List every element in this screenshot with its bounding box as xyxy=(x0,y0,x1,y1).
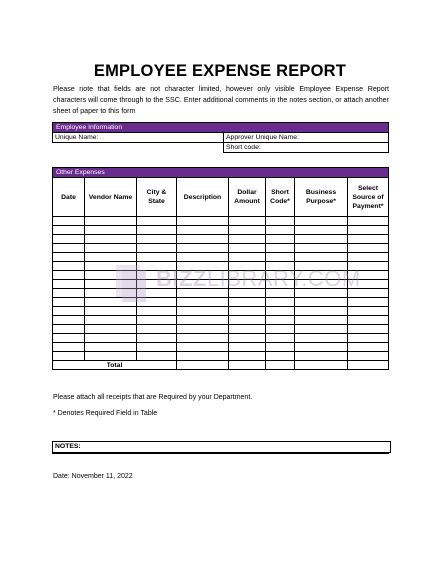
expense-cell[interactable] xyxy=(295,235,348,244)
expense-cell[interactable] xyxy=(177,316,229,325)
table-row xyxy=(53,244,389,253)
expense-cell[interactable] xyxy=(177,352,229,361)
expense-cell[interactable] xyxy=(53,289,85,298)
total-cell xyxy=(348,361,389,370)
expense-cell[interactable] xyxy=(137,334,177,343)
expense-cell[interactable] xyxy=(137,343,177,352)
expense-cell[interactable] xyxy=(295,226,348,235)
expense-cell[interactable] xyxy=(229,316,266,325)
expense-cell[interactable] xyxy=(229,352,266,361)
expense-cell[interactable] xyxy=(53,235,85,244)
table-row xyxy=(53,217,389,226)
total-amount-field[interactable] xyxy=(229,361,266,370)
expense-cell[interactable] xyxy=(266,217,295,226)
expense-cell[interactable] xyxy=(85,325,137,334)
expense-cell[interactable] xyxy=(53,352,85,361)
expense-cell[interactable] xyxy=(295,253,348,262)
table-row xyxy=(53,226,389,235)
expense-cell[interactable] xyxy=(229,217,266,226)
expense-cell[interactable] xyxy=(137,352,177,361)
expense-cell[interactable] xyxy=(266,244,295,253)
table-row xyxy=(53,316,389,325)
expense-cell[interactable] xyxy=(229,235,266,244)
expense-cell[interactable] xyxy=(266,343,295,352)
expense-cell[interactable] xyxy=(229,325,266,334)
expense-cell[interactable] xyxy=(348,343,389,352)
col-vendor-name: Vendor Name xyxy=(85,178,137,217)
expense-cell[interactable] xyxy=(137,217,177,226)
expense-cell[interactable] xyxy=(295,316,348,325)
expense-cell[interactable] xyxy=(295,244,348,253)
expense-cell[interactable] xyxy=(85,244,137,253)
expense-cell[interactable] xyxy=(85,352,137,361)
expense-cell[interactable] xyxy=(137,235,177,244)
expense-cell[interactable] xyxy=(53,280,85,289)
col-short-code: Short Code* xyxy=(266,178,295,217)
other-expenses-header: Other Expenses xyxy=(53,168,389,178)
expense-cell[interactable] xyxy=(177,217,229,226)
col-date: Date xyxy=(53,178,85,217)
expense-cell[interactable] xyxy=(85,226,137,235)
total-label: Total xyxy=(53,361,177,370)
page-title: EMPLOYEE EXPENSE REPORT xyxy=(93,62,347,80)
expense-cell[interactable] xyxy=(295,352,348,361)
table-row xyxy=(53,253,389,262)
expense-cell[interactable] xyxy=(229,226,266,235)
expense-cell[interactable] xyxy=(53,271,85,280)
employee-info-header: Employee Information xyxy=(53,123,389,133)
expense-cell[interactable] xyxy=(137,226,177,235)
notes-field[interactable]: NOTES: xyxy=(52,441,391,453)
expense-cell[interactable] xyxy=(53,262,85,271)
total-cell xyxy=(266,361,295,370)
expense-cell[interactable] xyxy=(53,316,85,325)
watermark-text: BIZZLIBRARY.COM xyxy=(156,266,361,291)
expense-cell[interactable] xyxy=(229,334,266,343)
expense-cell[interactable] xyxy=(177,343,229,352)
expense-cell[interactable] xyxy=(177,253,229,262)
attach-receipts-note: Please attach all receipts that are Required by your Department. xyxy=(53,394,253,401)
expense-cell[interactable] xyxy=(266,253,295,262)
expense-cell[interactable] xyxy=(295,325,348,334)
expense-cell[interactable] xyxy=(295,343,348,352)
expense-cell[interactable] xyxy=(53,307,85,316)
expense-cell[interactable] xyxy=(85,217,137,226)
expense-cell[interactable] xyxy=(348,253,389,262)
required-field-note: * Denotes Required Field in Table xyxy=(53,410,158,417)
expense-cell[interactable] xyxy=(85,316,137,325)
expense-cell[interactable] xyxy=(348,217,389,226)
expense-cell[interactable] xyxy=(295,334,348,343)
expense-cell[interactable] xyxy=(266,352,295,361)
expense-cell[interactable] xyxy=(53,325,85,334)
expense-cell[interactable] xyxy=(229,244,266,253)
employee-info-table xyxy=(52,122,389,153)
expense-cell[interactable] xyxy=(348,316,389,325)
table-row xyxy=(53,325,389,334)
divider xyxy=(52,453,389,454)
expense-cell[interactable] xyxy=(177,307,229,316)
expense-cell[interactable] xyxy=(229,343,266,352)
expense-cell[interactable] xyxy=(295,307,348,316)
report-date: Date: November 11, 2022 xyxy=(53,473,133,480)
expense-cell[interactable] xyxy=(266,235,295,244)
col-source-of-payment: Select Source of Payment* xyxy=(348,178,389,217)
expense-cell[interactable] xyxy=(137,307,177,316)
table-row xyxy=(53,352,389,361)
expense-cell[interactable] xyxy=(85,253,137,262)
col-business-purpose: Business Purpose* xyxy=(295,178,348,217)
expense-cell[interactable] xyxy=(137,325,177,334)
intro-paragraph: Please note that fields are not character limited, however only visible Employee Expense Report characters will come through to the SSC. Enter additional comments in the notes section, or attach another sheet of paper to this form xyxy=(53,85,389,115)
expense-cell[interactable] xyxy=(229,253,266,262)
watermark xyxy=(112,262,361,302)
col-city-state: City & State xyxy=(137,178,177,217)
expense-cell[interactable] xyxy=(137,244,177,253)
expense-cell[interactable] xyxy=(53,226,85,235)
expense-cell[interactable] xyxy=(85,235,137,244)
expense-cell[interactable] xyxy=(177,226,229,235)
col-dollar-amount: Dollar Amount xyxy=(229,178,266,217)
expense-cell[interactable] xyxy=(348,226,389,235)
total-cell xyxy=(177,361,229,370)
expense-cell[interactable] xyxy=(53,253,85,262)
expense-cell[interactable] xyxy=(177,325,229,334)
table-row xyxy=(53,334,389,343)
expense-cell[interactable] xyxy=(348,352,389,361)
expense-cell[interactable] xyxy=(348,334,389,343)
expense-cell[interactable] xyxy=(348,325,389,334)
document-icon xyxy=(112,262,152,302)
expense-cell[interactable] xyxy=(177,235,229,244)
expense-cell[interactable] xyxy=(348,298,389,307)
expense-cell[interactable] xyxy=(137,316,177,325)
col-description: Description xyxy=(177,178,229,217)
unique-name-field[interactable]: Unique Name: xyxy=(53,133,224,143)
expense-cell[interactable] xyxy=(53,244,85,253)
expense-cell[interactable] xyxy=(85,334,137,343)
expense-cell[interactable] xyxy=(53,217,85,226)
expense-cell[interactable] xyxy=(177,334,229,343)
expense-cell[interactable] xyxy=(348,307,389,316)
expense-cell[interactable] xyxy=(85,343,137,352)
empty-cell xyxy=(53,143,224,153)
expense-cell[interactable] xyxy=(295,217,348,226)
approver-name-field[interactable]: Approver Unique Name: xyxy=(224,133,389,143)
expense-cell[interactable] xyxy=(53,334,85,343)
expense-cell[interactable] xyxy=(266,325,295,334)
expense-cell[interactable] xyxy=(177,244,229,253)
expense-cell[interactable] xyxy=(348,235,389,244)
expense-cell[interactable] xyxy=(85,307,137,316)
table-row xyxy=(53,235,389,244)
expense-cell[interactable] xyxy=(137,253,177,262)
expense-cell[interactable] xyxy=(229,307,266,316)
short-code-field[interactable]: Short code: xyxy=(224,143,389,153)
expense-cell[interactable] xyxy=(266,334,295,343)
table-row xyxy=(53,343,389,352)
expense-cell[interactable] xyxy=(266,226,295,235)
expense-cell[interactable] xyxy=(266,316,295,325)
expense-cell[interactable] xyxy=(53,298,85,307)
total-cell xyxy=(295,361,348,370)
table-row xyxy=(53,307,389,316)
expense-cell[interactable] xyxy=(348,244,389,253)
expense-cell[interactable] xyxy=(53,343,85,352)
expense-cell[interactable] xyxy=(266,307,295,316)
